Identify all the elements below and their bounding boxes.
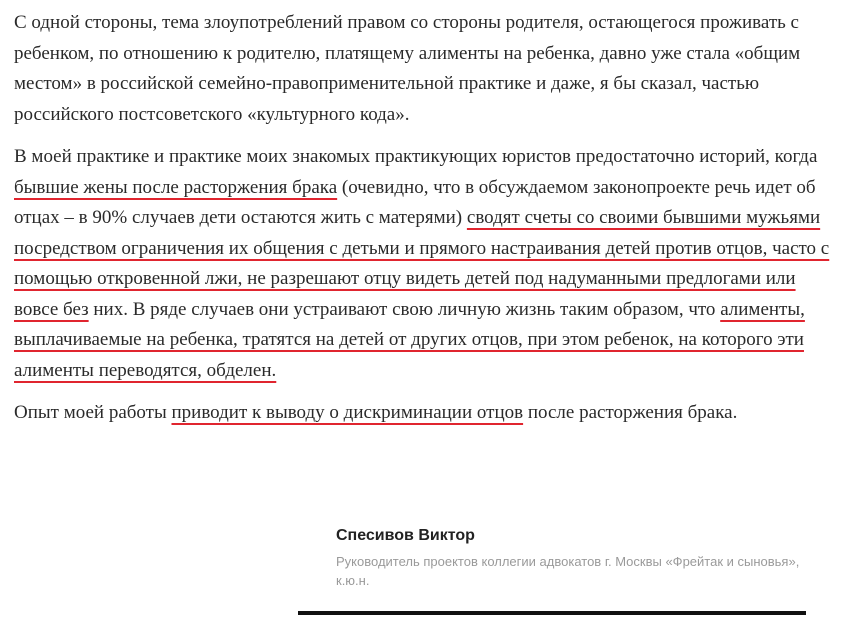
highlighted-phrase-1: бывшие жены после расторжения брака <box>14 176 338 198</box>
paragraph-2-text-1: В моей практике и практике моих знакомых практикующих юристов предостаточно историй, когда <box>14 146 818 167</box>
paragraph-2 <box>14 142 840 386</box>
article-body <box>14 8 840 441</box>
highlighted-phrase-2: сводят счеты со своими бывшими мужьями посредством ограничения их общения с детьми и прямого настраивания детей против отцов, часто с помощью откровенной лжи, не разрешают отцу видеть детей под надуманными предлогами или вовсе без <box>14 207 830 320</box>
paragraph-3-text-1: Опыт моей работы <box>14 402 172 423</box>
author-role: Руководитель проектов коллегии адвокатов г. Москвы «Фрейтак и сыновья», к.ю.н. <box>336 554 800 588</box>
highlighted-phrase-3: алименты, выплачиваемые на ребенка, тратятся на детей от других отцов, при этом ребенок, на которого эти алименты переводятся, обделен. <box>14 298 805 381</box>
author-block <box>336 527 816 590</box>
paragraph-2-text-2: (очевидно, что в обсуждаемом законопроекте речь идет об отцах – в 90% случаев дети остаются жить с матерями) <box>14 176 816 228</box>
paragraph-3-text-2: после расторжения брака. <box>523 402 738 423</box>
paragraph-2-text-3: них. В ряде случаев они устраивают свою личную жизнь таким образом, что <box>88 298 721 320</box>
paragraph-3 <box>14 398 840 429</box>
author-divider <box>298 611 806 615</box>
highlighted-phrase-4: приводит к выводу о дискриминации отцов <box>171 402 524 423</box>
paragraph-1: С одной стороны, тема злоупотреблений правом со стороны родителя, остающегося проживать с ребенком, по отношению к родителю, платящему алименты на ребенка, давно уже стала «общим местом» в российской семейно-правоприменительной практике и даже, я бы сказал, частью российского постсоветского «культурного кода». <box>14 12 801 125</box>
author-name: Спесивов Виктор <box>336 527 475 544</box>
